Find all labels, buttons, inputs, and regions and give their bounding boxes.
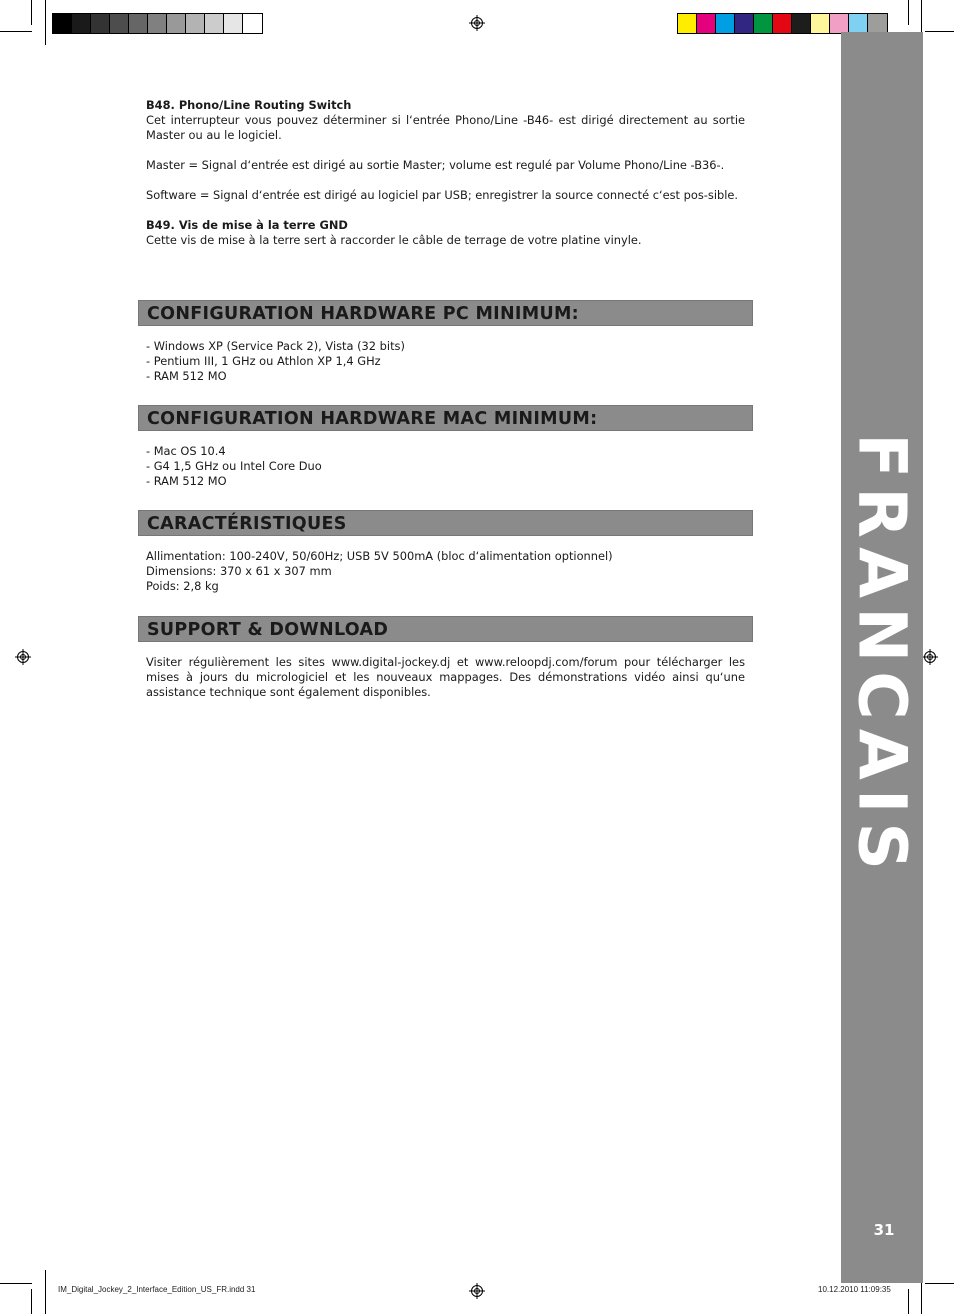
list-item: Allimentation: 100-240V, 50/60Hz; USB 5V 500mA (bloc d‘alimentation optionnel) (146, 549, 613, 563)
list-item: - G4 1,5 GHz ou Intel Core Duo (146, 459, 322, 473)
color-swatch (849, 14, 868, 33)
registration-mark-icon (922, 649, 938, 665)
color-swatch (167, 14, 186, 33)
footer-filename: IM_Digital_Jockey_2_Interface_Edition_US_FR.indd 31 (58, 1285, 256, 1294)
section-bar-pc (138, 300, 753, 326)
b48-software: Software = Signal d‘entrée est dirigé au logiciel par USB; enregistrer la source connecté c‘est pos-sible. (146, 188, 739, 202)
section-title: CARACTÉRISTIQUES (147, 514, 347, 534)
color-swatch (868, 14, 887, 33)
b49-text: Cette vis de mise à la terre sert à raccorder le câble de terrage de votre platine vinyle. (146, 233, 642, 247)
b48-b49-block (146, 98, 745, 248)
color-swatch (735, 14, 754, 33)
crop-mark (31, 0, 32, 25)
color-swatch (811, 14, 830, 33)
color-swatch (697, 14, 716, 33)
registration-mark-icon (469, 15, 485, 31)
crop-mark (45, 0, 46, 45)
list-item: - RAM 512 MO (146, 369, 227, 383)
section-bar-mac (138, 405, 753, 431)
mac-requirements-list (146, 444, 745, 489)
b48-intro: Cet interrupteur vous pouvez déterminer si l‘entrée Phono/Line -B46- est dirigé directement au sortie Master ou au le logiciel. (146, 113, 745, 142)
footer-timestamp: 10.12.2010 11:09:35 (818, 1285, 891, 1294)
section-title: CONFIGURATION HARDWARE PC MINIMUM: (147, 304, 579, 324)
registration-mark-icon (469, 1283, 485, 1299)
page-number: 31 (873, 1221, 895, 1239)
color-swatch (110, 14, 129, 33)
specs-list (146, 549, 745, 594)
section-bar-specs (138, 510, 753, 536)
list-item: Dimensions: 370 x 61 x 307 mm (146, 564, 332, 578)
language-label: FRANCAIS (843, 433, 921, 879)
color-swatch (129, 14, 148, 33)
crop-mark (45, 1270, 46, 1314)
color-swatch (678, 14, 697, 33)
list-item: - Pentium III, 1 GHz ou Athlon XP 1,4 GHz (146, 354, 381, 368)
color-swatch (186, 14, 205, 33)
crop-mark (908, 1289, 909, 1314)
section-title: CONFIGURATION HARDWARE MAC MINIMUM: (147, 409, 598, 429)
grayscale-bar (52, 13, 263, 34)
b48-heading: B48. Phono/Line Routing Switch (146, 98, 352, 112)
crop-mark (0, 31, 32, 32)
color-swatch (754, 14, 773, 33)
crop-mark (0, 1283, 32, 1284)
b49-heading: B49. Vis de mise à la terre GND (146, 218, 348, 232)
color-swatch (53, 14, 72, 33)
color-swatch (773, 14, 792, 33)
color-swatch (224, 14, 243, 33)
crop-mark (31, 1289, 32, 1314)
section-bar-support (138, 616, 753, 642)
section-title: SUPPORT & DOWNLOAD (147, 620, 389, 640)
crop-mark (925, 1283, 954, 1284)
list-item: Poids: 2,8 kg (146, 579, 219, 593)
registration-mark-icon (15, 649, 31, 665)
color-swatch (148, 14, 167, 33)
color-swatch (716, 14, 735, 33)
b48-master: Master = Signal d‘entrée est dirigé au sortie Master; volume est regulé par Volume Phono/Line -B36-. (146, 158, 725, 172)
color-swatch (243, 14, 262, 33)
crop-mark (925, 31, 954, 32)
color-swatch (91, 14, 110, 33)
color-swatch (205, 14, 224, 33)
list-item: - Windows XP (Service Pack 2), Vista (32 bits) (146, 339, 405, 353)
color-swatch (830, 14, 849, 33)
pc-requirements-list (146, 339, 745, 384)
list-item: - Mac OS 10.4 (146, 444, 226, 458)
color-bar (677, 13, 888, 34)
color-swatch (792, 14, 811, 33)
color-swatch (72, 14, 91, 33)
support-text: Visiter régulièrement les sites www.digital-jockey.dj et www.reloopdj.com/forum pour télécharger les mises à jours du micrologiciel et les nouveaux mappages. Des démonstrations vidéo ainsi qu‘une assistance technique sont également disponibles. (146, 655, 745, 699)
list-item: - RAM 512 MO (146, 474, 227, 488)
crop-mark (908, 0, 909, 25)
